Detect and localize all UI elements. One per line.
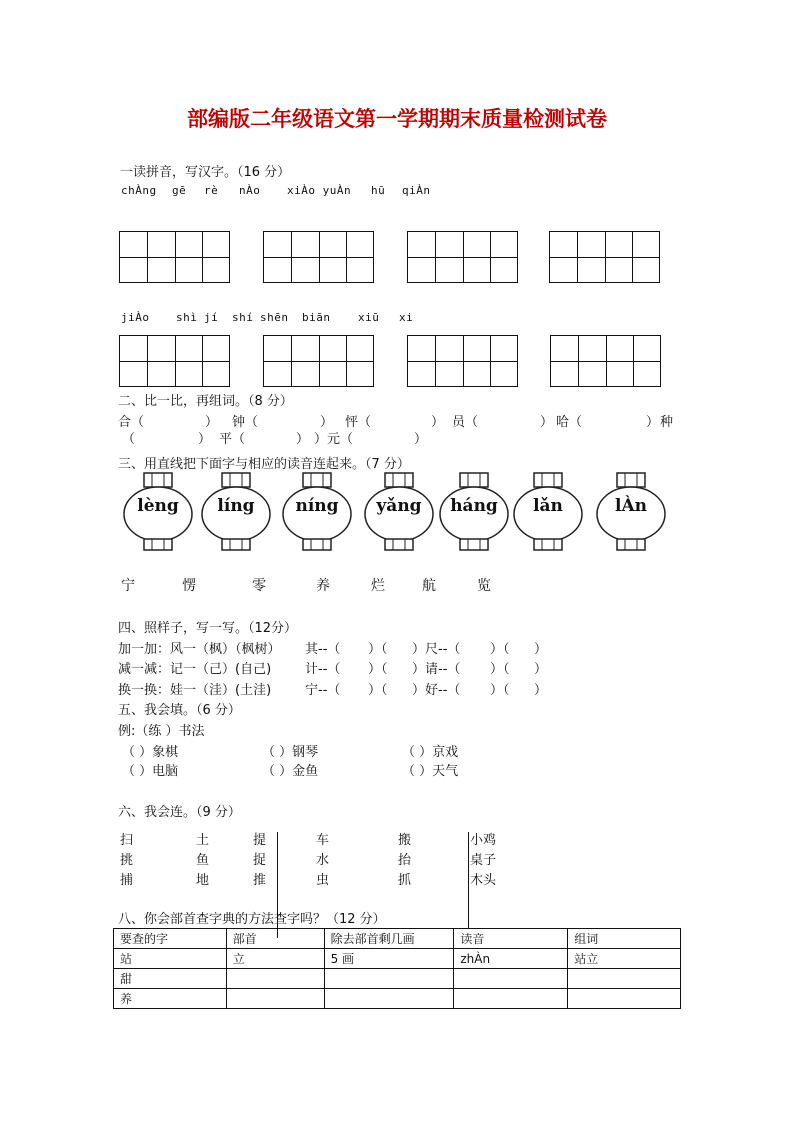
match-word[interactable]: 挑 — [120, 853, 134, 868]
compare-blank-text: 钟（ — [232, 415, 259, 430]
pinyin: xiÀo yuÀn — [287, 184, 352, 197]
compare-blank-text: ） — [646, 415, 660, 430]
pinyin: shí — [232, 311, 254, 324]
pinyin: hū — [371, 184, 386, 197]
writing-grid[interactable] — [119, 335, 230, 387]
fill-item: （ ）钢琴 — [262, 745, 319, 760]
match-word[interactable]: 鱼 — [196, 853, 210, 868]
hanzi-char: 愣 — [182, 578, 196, 594]
match-word[interactable]: 捕 — [120, 873, 134, 888]
match-word[interactable]: 地 — [196, 873, 210, 888]
compare-blank-text: ） — [540, 415, 554, 430]
blank-text: ）（ — [368, 642, 388, 657]
table-cell[interactable]: 立 — [226, 949, 324, 969]
example-row-text: 换一换：娃一（洼）(土洼) — [118, 683, 272, 698]
compare-blank-text: ）元（ — [314, 432, 354, 447]
table-cell[interactable]: 5 画 — [324, 949, 454, 969]
blank-text: ） — [534, 683, 548, 698]
table-cell: 养 — [114, 989, 227, 1009]
pinyin: chÀng — [121, 184, 157, 197]
compare-blank-text: ） — [431, 415, 445, 430]
match-word[interactable]: 搬 — [398, 833, 412, 848]
table-header-cell: 组词 — [568, 929, 681, 949]
pinyin-lantern — [363, 471, 435, 553]
table-row — [114, 949, 681, 969]
table-header-cell: 读音 — [454, 929, 568, 949]
writing-grid[interactable] — [263, 231, 374, 283]
compare-blank-text: 怦（ — [345, 415, 372, 430]
match-word[interactable]: 捉 — [253, 853, 267, 868]
lantern-pinyin-label: líng — [217, 496, 255, 516]
pinyin: rè — [204, 184, 219, 197]
pinyin: xi — [399, 311, 414, 324]
pinyin-lantern — [512, 471, 584, 553]
table-cell[interactable] — [568, 989, 681, 1009]
table-cell[interactable] — [568, 969, 681, 989]
writing-grid[interactable] — [550, 335, 661, 387]
match-word[interactable]: 小鸡 — [470, 833, 497, 848]
compare-blank-text: ） — [198, 432, 212, 447]
fill-item: （ ）象棋 — [122, 745, 179, 760]
writing-grid[interactable] — [549, 231, 660, 283]
table-cell[interactable] — [454, 989, 568, 1009]
blank-text: ）（ — [490, 662, 510, 677]
match-line — [468, 832, 469, 928]
compare-blank-text: 员（ — [452, 415, 479, 430]
blank-text: 计--（ — [305, 662, 341, 677]
hanzi-char: 养 — [316, 578, 330, 594]
compare-blank-text: 种 — [660, 415, 674, 430]
table-header-cell: 除去部首剩几画 — [324, 929, 454, 949]
section-8-heading: 八、你会部首查字典的方法查字吗？（12 分） — [118, 912, 386, 927]
blank-text: 宁--（ — [305, 683, 341, 698]
compare-blank-text: ） — [205, 415, 219, 430]
blank-text: ）尺--（ — [412, 642, 461, 657]
table-cell: 甜 — [114, 969, 227, 989]
section-3-heading: 三、用直线把下面字与相应的读音连起来。（7 分） — [118, 457, 410, 472]
blank-text: ）（ — [368, 662, 388, 677]
table-header-row — [114, 929, 681, 949]
match-word[interactable]: 木头 — [470, 873, 497, 888]
pinyin: gē — [172, 184, 187, 197]
fill-item: （ ）天气 — [402, 764, 459, 779]
hanzi-char: 宁 — [121, 578, 135, 594]
blank-text: ）（ — [490, 683, 510, 698]
table-cell[interactable]: zhÀn — [454, 949, 568, 969]
pinyin-lantern — [122, 471, 194, 553]
match-word[interactable]: 推 — [253, 873, 267, 888]
compare-blank-text: 哈（ — [556, 415, 583, 430]
example-row-text: 减一减：记一（己）(自己) — [118, 662, 272, 677]
compare-blank-text: 平（ — [219, 432, 246, 447]
blank-text: ） — [534, 662, 548, 677]
compare-blank-text: 合（ — [118, 415, 145, 430]
writing-grid[interactable] — [119, 231, 230, 283]
hanzi-char: 航 — [422, 578, 436, 594]
pinyin: shì — [176, 311, 198, 324]
match-word[interactable]: 抬 — [398, 853, 412, 868]
table-header-cell: 要查的字 — [114, 929, 227, 949]
pinyin: biān — [302, 311, 331, 324]
table-cell[interactable] — [454, 969, 568, 989]
section-4-heading: 四、照样子，写一写。（12分） — [118, 621, 298, 636]
fill-example: 例:（练 ）书法 — [118, 724, 205, 739]
pinyin: jiÀo — [121, 311, 150, 324]
writing-grid[interactable] — [407, 335, 518, 387]
section-1-heading: 一读拼音，写汉字。（16 分） — [120, 165, 291, 180]
match-word[interactable]: 水 — [316, 853, 330, 868]
compare-blank-text: ） — [414, 432, 428, 447]
table-cell[interactable]: 站立 — [568, 949, 681, 969]
table-cell: 站 — [114, 949, 227, 969]
pinyin-lantern — [438, 471, 510, 553]
blank-text: ）（ — [490, 642, 510, 657]
match-word[interactable]: 扫 — [120, 833, 134, 848]
blank-text: ）（ — [368, 683, 388, 698]
compare-blank-text: ） — [296, 432, 310, 447]
pinyin: xiū — [358, 311, 380, 324]
dictionary-table — [113, 928, 681, 1009]
hanzi-char: 零 — [252, 578, 266, 594]
page-title: 部编版二年级语文第一学期期末质量检测试卷 — [187, 107, 607, 131]
match-word[interactable]: 抓 — [398, 873, 412, 888]
compare-blank-text: ） — [320, 415, 334, 430]
pinyin: nÀo — [239, 184, 261, 197]
blank-text: 其--（ — [305, 642, 341, 657]
match-word[interactable]: 土 — [196, 833, 210, 848]
lantern-pinyin-label: háng — [450, 496, 498, 516]
table-row — [114, 969, 681, 989]
blank-text: ）好--（ — [412, 683, 461, 698]
match-word[interactable]: 桌子 — [470, 853, 497, 868]
lantern-pinyin-label: yǎng — [376, 496, 422, 516]
lantern-pinyin-label: lÀn — [614, 496, 647, 516]
table-header-cell: 部首 — [226, 929, 324, 949]
table-cell[interactable] — [226, 969, 324, 989]
table-cell[interactable] — [324, 969, 454, 989]
pinyin: jí — [204, 311, 219, 324]
pinyin-lantern — [595, 471, 667, 553]
pinyin: qiÀn — [402, 184, 431, 197]
section-6-heading: 六、我会连。（9 分） — [118, 805, 241, 820]
writing-grid[interactable] — [263, 335, 374, 387]
lantern-pinyin-label: níng — [295, 496, 339, 516]
match-word[interactable]: 虫 — [316, 873, 330, 888]
table-cell[interactable] — [226, 989, 324, 1009]
match-word[interactable]: 车 — [316, 833, 330, 848]
pinyin: shēn — [260, 311, 289, 324]
blank-text: ） — [534, 642, 548, 657]
pinyin-lantern — [281, 471, 353, 553]
pinyin-lantern — [200, 471, 272, 553]
fill-item: （ ）金鱼 — [262, 764, 319, 779]
writing-grid[interactable] — [407, 231, 518, 283]
hanzi-char: 烂 — [371, 578, 385, 594]
section-5-heading: 五、我会填。（6 分） — [118, 703, 241, 718]
section-2-heading: 二、比一比，再组词。（8 分） — [118, 394, 293, 409]
example-row-text: 加一加：风一（枫）（枫树） — [118, 642, 281, 657]
hanzi-char: 览 — [477, 578, 491, 594]
table-row — [114, 989, 681, 1009]
lantern-pinyin-label: lǎn — [533, 496, 563, 516]
table-cell[interactable] — [324, 989, 454, 1009]
match-word[interactable]: 提 — [253, 833, 267, 848]
blank-text: ）请--（ — [412, 662, 461, 677]
fill-item: （ ）电脑 — [122, 764, 179, 779]
lantern-pinyin-label: lèng — [137, 496, 179, 516]
fill-item: （ ）京戏 — [402, 745, 459, 760]
compare-blank-text: （ — [122, 432, 136, 447]
